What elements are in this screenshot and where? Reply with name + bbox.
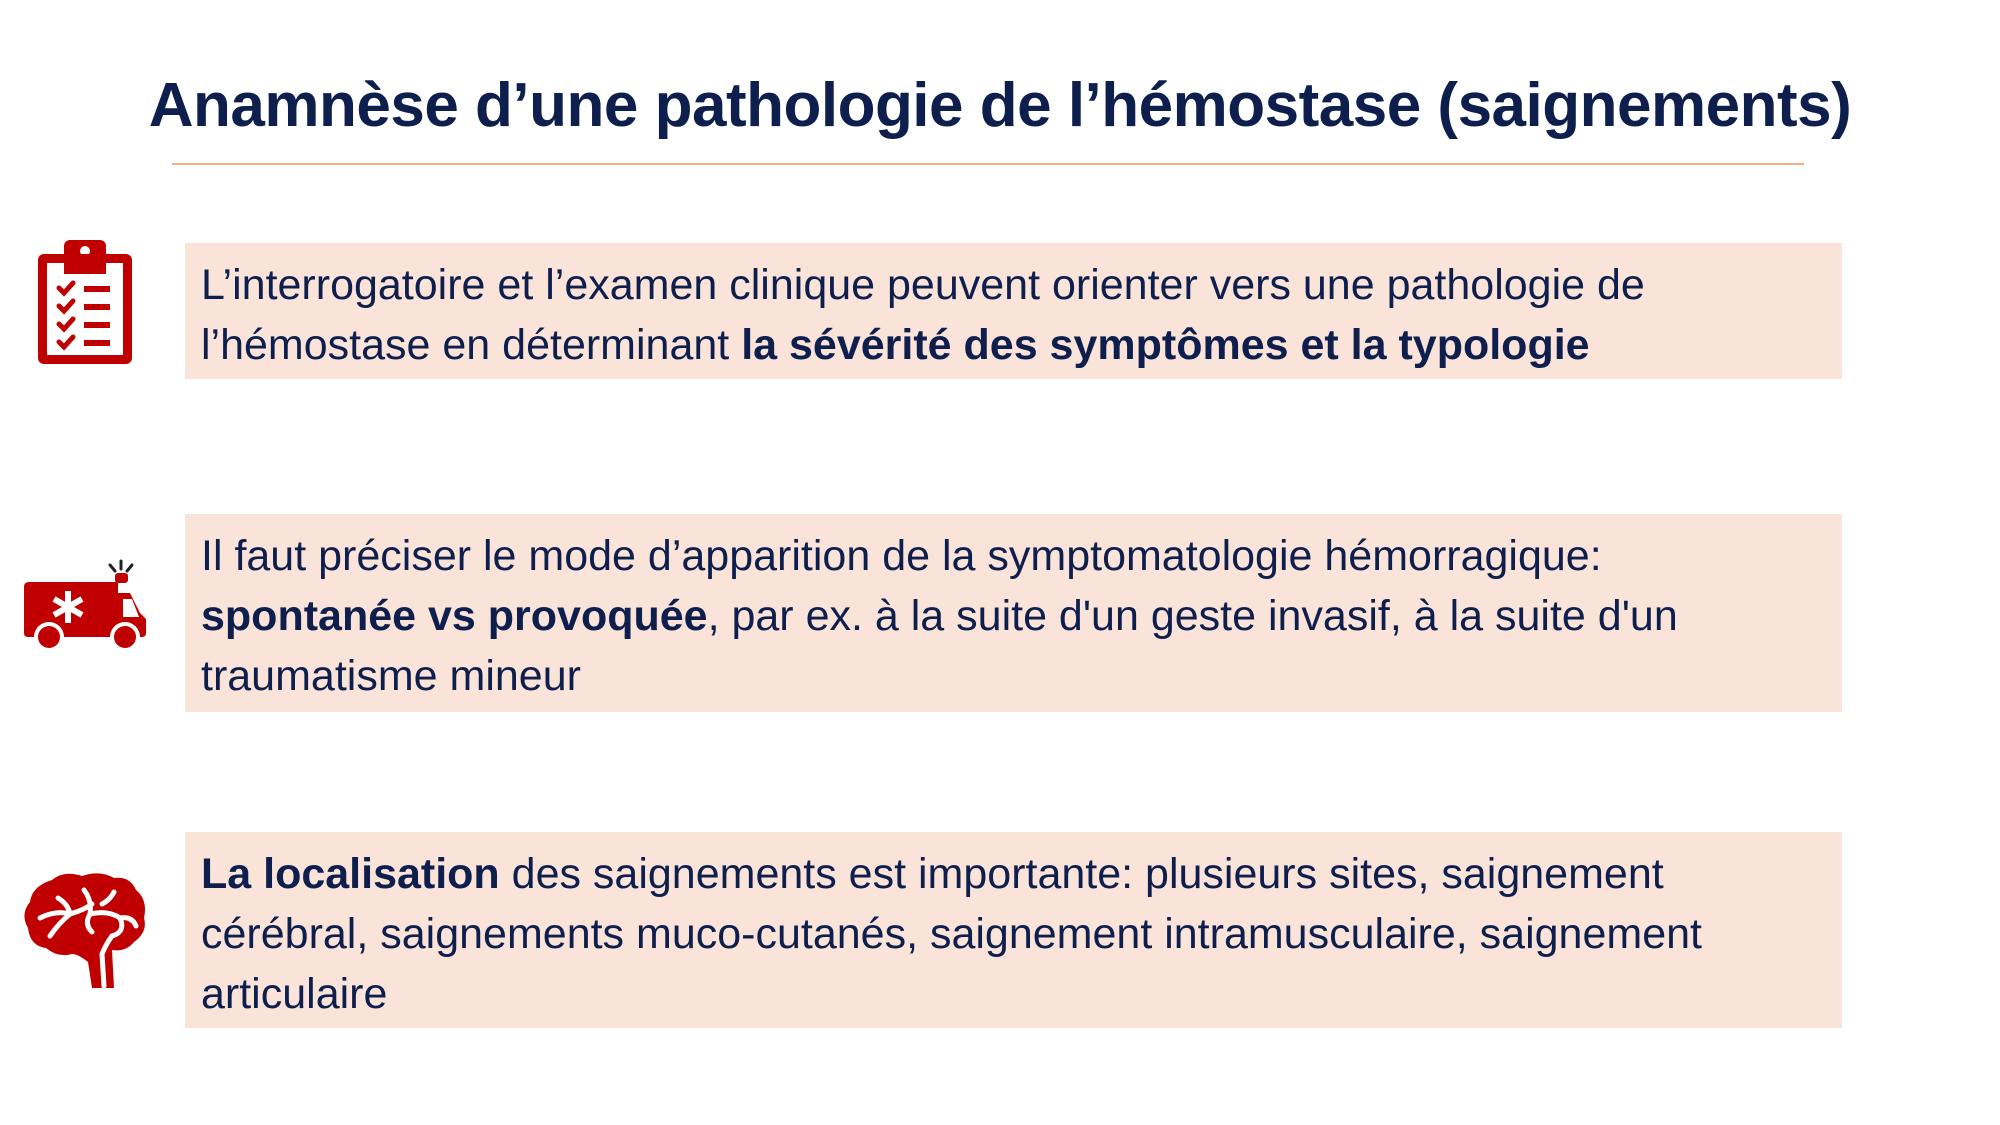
item-text-after: , par ex. à la suite d'un geste invasif, à la suite d'un traumatisme mineur [201,592,1678,700]
clipboard-checklist-icon [36,240,134,366]
info-box-onset [185,514,1842,712]
slide-title: Anamnèse d’une pathologie de l’hémostase (saignements) [148,71,1852,140]
brain-icon [22,870,150,988]
title-divider [172,163,1804,165]
item-text: Il faut préciser le mode d’apparition de la symptomatologie hémorragique: [201,532,1602,580]
info-box-severity [185,243,1842,379]
item-bold-text: La localisation [201,850,500,898]
item-text: L’interrogatoire et l’examen clinique peuvent orienter vers une pathologie de l’hémostase en déterminant [201,261,1645,369]
info-box-localisation [185,832,1842,1028]
item-bold-text: la sévérité des symptômes et la typologie [741,321,1590,369]
item-text-after: des saignements est importante: plusieurs sites, saignement cérébral, saignements muco-cutanés, saignement intramusculaire, saignement articulaire [201,850,1702,1018]
item-bold-text: spontanée vs provoquée [201,592,708,640]
ambulance-icon [22,555,150,655]
